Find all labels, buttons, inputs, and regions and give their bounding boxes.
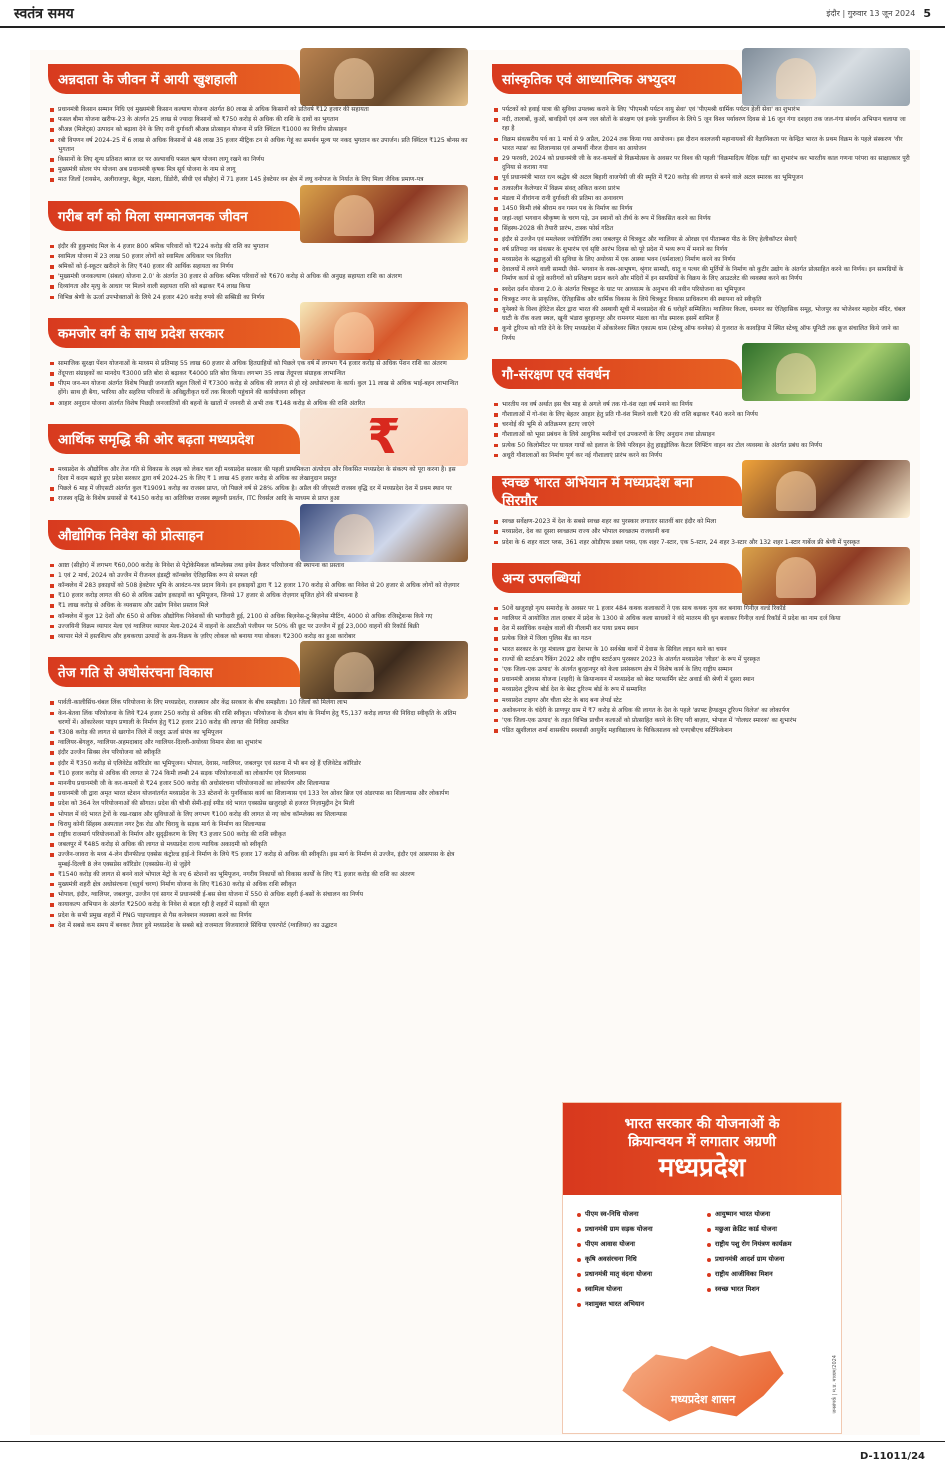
list-item: प्रत्येक जिले में जिला पुलिस बैंड का गठन xyxy=(494,634,910,643)
section-photo xyxy=(300,48,468,106)
section-header xyxy=(48,649,468,693)
list-item: भारत सरकार के गृह मंत्रालय द्वारा देशभर के 10 सर्वश्रेष्ठ थानों में देवास के सिविल लाइन थाने का चयन xyxy=(494,645,910,654)
list-item: उज्जैन-जावरा के मध्य 4-लेन ग्रीनफील्ड एक्सेस कंट्रोल्ड हाई-वे निर्माण के लिये ₹5 हजार 17 करोड़ से अधिक की स्वीकृति। इस मार्ग के निर्माण से उज्जैन, इंदौर एवं आसपास के क्षेत्र मुम्बई-दिल्ली 8 लेन एक्सप्रेस कॉरिडोर (एक्सप्रेस-वे) से जुड़ेंगे xyxy=(50,850,468,868)
section-photo xyxy=(300,641,468,699)
list-item: प्रत्येक 50 किलोमीटर पर घायल गायों को इलाज के लिये परिवहन हेतु हाइड्रोलिक कैटल लिफ्टिंग वाहन का टोल व्यवस्था के अंतर्गत प्रबंध का निर्णय xyxy=(494,441,910,450)
list-item: 50वें खजुराहो नृत्य समारोह के अवसर पर 1 हजार 484 कथक कलाकारों ने एक साथ कथक नृत्य कर बनाया गिनीज़ वर्ल्ड रिकॉर्ड xyxy=(494,604,910,613)
bullet-list xyxy=(48,359,468,408)
scheme-item: नशामुक्त भारत अभियान xyxy=(577,1297,701,1312)
list-item: श्रीअन्न (मिलेट्स) उत्पादन को बढ़ावा देने के लिए रानी दुर्गावती श्रीअन्न प्रोत्साहन योजना में प्रति क्विंटल ₹1000 का वित्तीय प्रोत्साहन xyxy=(50,125,468,134)
list-item: मध्यप्रदेश के औद्योगिक और तेज गति से विकास के लक्ष्य को लेकर चल रही मध्यप्रदेश सरकार की पहली प्राथमिकता अंत्योदय और विकसित मध्यप्रदेश के संकल्प को पूरा करना है। इस दिशा में कदम बढ़ाते हुए प्रदेश सरकार द्वारा वर्ष 2024-25 के लिए ₹ 1 लाख 45 हजार करोड़ से अधिक का लेखानुदान प्रस्तुत xyxy=(50,465,468,483)
list-item: श्रमिकों को ई-स्कूटर खरीदने के लिए ₹40 हजार की आर्थिक सहायता का निर्णय xyxy=(50,262,468,271)
list-item: पूर्व प्रधानमंत्री भारत रत्न श्रद्धेय श्री अटल बिहारी वाजपेयी जी की स्मृति में ₹20 करोड़ की लागत से बनने वाले अटल स्मारक का भूमिपूजन xyxy=(494,173,910,182)
list-item: विभिन्न श्रेणी के ऊर्जा उपभोक्ताओं के लिये 24 हजार 420 करोड़ रुपये की सब्सिडी का निर्णय xyxy=(50,293,468,302)
list-item: इंदौर उज्जैन सिक्स लेन परियोजना को स्वीकृति xyxy=(50,748,468,757)
list-item: भोपाल, इंदौर, ग्वालियर, जबलपुर, उज्जैन एवं सागर में प्रधानमंत्री ई-बस सेवा योजना में 550 से अधिक शहरी ई-बसों के संचालन का निर्णय xyxy=(50,890,468,899)
list-item: गौशालाओं में गो-वंश के लिए बेहतर आहार हेतु प्रति गौ-वंश मिलने वाली ₹20 की राशि बढ़ाकर ₹40 करने का निर्णय xyxy=(494,410,910,419)
section xyxy=(492,468,910,547)
promo-state-name: मध्यप्रदेश xyxy=(658,1153,746,1183)
list-item: चरनोई की भूमि से अतिक्रमण हटाए जाएंगे xyxy=(494,420,910,429)
rupee-icon: ₹ xyxy=(300,408,468,466)
list-item: मुख्यमंत्री शहरी क्षेत्र अधोसंरचना (चतुर्थ चरण) निर्माण योजना के लिए ₹1630 करोड़ से अधिक राशि स्वीकृत xyxy=(50,880,468,889)
section-title: तेज गति से अधोसंरचना विकास xyxy=(48,657,300,687)
scheme-item: पीएम स्व-निधि योजना xyxy=(577,1207,701,1222)
list-item: ₹10 हजार करोड़ से अधिक की लागत से 724 किमी लम्बी 24 सड़क परियोजनाओं का लोकार्पण एवं शिलान्यास xyxy=(50,769,468,778)
section-title: स्वच्छ भारत अभियान में मध्यप्रदेश बना सिरमौर xyxy=(492,476,742,506)
list-item: जबलपुर में ₹485 करोड़ से अधिक की लागत से मध्यप्रदेश राज्य न्यायिक अकादमी को स्वीकृति xyxy=(50,840,468,849)
section-header xyxy=(492,56,910,100)
list-item: राज्यों की स्टार्टअप रैंकिंग 2022 और राष्ट्रीय स्टार्टअप पुरस्कार 2023 के अंतर्गत मध्यप्रदेश 'लीडर' के रूप में पुरस्कृत xyxy=(494,655,910,664)
list-item: प्रधानमंत्री जी द्वारा अमृत भारत स्टेशन योजनांतर्गत मध्यप्रदेश के 33 स्टेशनों के पुनर्विकास कार्य का शिलान्यास एवं 133 रेल ओवर ब्रिज एवं अंडरपास का शिलान्यास और लोकार्पण xyxy=(50,789,468,798)
list-item: इंदौर की हुकुमचंद मिल के 4 हजार 800 श्रमिक परिवारों को ₹224 करोड़ की राशि का भुगतान xyxy=(50,242,468,251)
release-code: जनसंपर्क | म.प्र. माध्यम/2024 xyxy=(832,1354,838,1413)
list-item: ग्वालियर में आयोजित ताल दरबार में प्रदेश के 1300 से अधिक कला साधकों ने वंदे मातरम की धुन बजाकर गिनीज़ वर्ल्ड रिकॉर्ड में प्रदेश का नाम दर्ज किया xyxy=(494,614,910,623)
list-item: पार्वती-कालीसिंध-चंबल लिंक परियोजना के लिए मध्यप्रदेश, राजस्थान और केंद्र सरकार के बीच समझौता। 10 जिलों को मिलेगा लाभ xyxy=(50,698,468,707)
promo-line-2: क्रियान्वयन में लगातार अग्रणी xyxy=(628,1134,776,1150)
section xyxy=(492,555,910,736)
list-item: 29 फरवरी, 2024 को प्रधानमंत्री जी के कर-कमलों से विक्रमोत्सव के अवसर पर विश्व की पहली 'विक्रमादित्य वैदिक घड़ी' का शुभारंभ कर भारतीय काल गणना परंपरा का साक्षात्कार पूरी दुनिया से कराया गया xyxy=(494,154,910,172)
ad-code: D-11011/24 xyxy=(860,1451,925,1462)
list-item: राजस्व वृद्धि के विशेष प्रयासों से ₹4150 करोड़ का अतिरिक्त राजस्व स्थूलनी प्रवर्तन, ITC रिवर्सल आदि के माध्यम से प्राप्त हुआ xyxy=(50,494,468,503)
list-item: रबी विपणन वर्ष 2024-25 में 6 लाख से अधिक किसानों से 48 लाख 35 हजार मीट्रिक टन से अधिक गेहूं का समर्थन मूल्य पर नकद भुगतान कर उपार्जन। प्रति क्विंटल ₹125 बोनस का भुगतान xyxy=(50,136,468,154)
bullet-list xyxy=(492,105,910,343)
scheme-item: स्वच्छ भारत मिशन xyxy=(707,1282,831,1297)
section xyxy=(492,56,910,343)
schemes-promo-box xyxy=(562,1102,842,1434)
section-photo xyxy=(742,460,910,518)
list-item: आहार अनुदान योजना अंतर्गत विशेष पिछड़ी जनजातियों की बहनों के खातों में जनवरी से अभी तक ₹148 करोड़ से अधिक की राशि अंतरित xyxy=(50,399,468,408)
list-item: मुख्यमंत्री सोलर पंप योजना अब प्रधानमंत्री कृषक मित्र सूर्य योजना के नाम से लागू xyxy=(50,165,468,174)
list-item: किसानों के लिए शून्य प्रतिशत ब्याज दर पर अल्पावधि फसल ऋण योजना लागू रखने का निर्णय xyxy=(50,155,468,164)
list-item: ₹10 हजार करोड़ लागत की 60 से अधिक उद्योग इकाइयों का भूमिपूजन, जिनसे 17 हजार से अधिक रोज़गार सृजित होने की संभावना है xyxy=(50,591,468,600)
scheme-item: प्रधानमंत्री ग्राम सड़क योजना xyxy=(577,1222,701,1237)
bullet-list xyxy=(48,105,468,185)
section-title: गरीब वर्ग को मिला सम्मानजनक जीवन xyxy=(48,201,300,231)
list-item: ₹1 लाख करोड़ से अधिक के व्यवसाय और उद्योग निवेश प्रस्ताव मिले xyxy=(50,601,468,610)
list-item: पिछले 6 माह में जीएसटी अंतर्गत कुल ₹19091 करोड़ का राजस्व प्राप्त, जो पिछले वर्ष से 28% अधिक है। अप्रैल की जीएसटी राजस्व वृद्धि दर में मध्यप्रदेश देश में प्रथम स्थान पर xyxy=(50,484,468,493)
scheme-item: कृषि अवसंरचना निधि xyxy=(577,1252,701,1267)
section-photo xyxy=(300,504,468,562)
list-item: 1 एवं 2 मार्च, 2024 को उज्जैन में रीजनल इंडस्ट्री कॉन्क्लेव ऐतिहासिक रूप से सफल रही xyxy=(50,571,468,580)
section-header xyxy=(48,193,468,237)
bullet-list xyxy=(48,698,468,930)
list-item: 1450 किमी लंबे श्रीराम वन गमन पथ के निर्माण का निर्णय xyxy=(494,204,910,213)
list-item: 'एक जिला-एक उत्पाद' के अंतर्गत बुरहानपुर को केला प्रसंस्करण क्षेत्र में विशेष कार्य के लिए राष्ट्रीय सम्मान xyxy=(494,665,910,674)
list-item: चित्रकूट नगर के प्राकृतिक, ऐतिहासिक और धार्मिक विकास के लिये चित्रकूट विकास प्राधिकरण की स्थापना को स्वीकृति xyxy=(494,295,910,304)
list-item: पर्यटकों को हवाई यात्रा की सुविधा उपलब्ध कराने के लिए 'पीएमश्री पर्यटन वायु सेवा' एवं 'पीएमश्री धार्मिक पर्यटन हेली सेवा' का शुभारंभ xyxy=(494,105,910,114)
list-item: गौशालाओं को भूसा प्रबंधन के लिये आधुनिक मशीनों एवं उपकरणों के लिए अनुदान तथा प्रोत्साहन xyxy=(494,430,910,439)
section-photo xyxy=(300,185,468,243)
list-item: उज्जयिनी विक्रम व्यापार मेला एवं ग्वालियर व्यापार मेला-2024 में वाहनों के आरटीओ पंजीयन पर 50% की छूट पर उज्जैन में हुई 23,000 वाहनों की रिकॉर्ड बिक्री xyxy=(50,622,468,631)
list-item: स्वामित्व योजना में 23 लाख 50 हजार लोगों को स्वामित्व अधिकार पत्र वितरित xyxy=(50,252,468,261)
list-item: कूनो टूरिज्म को गति देने के लिए मध्यप्रदेश में ओंकारेश्वर स्थित एकात्म धाम (स्टेच्यू ऑफ वननेस) से गुजरात के कावड़िया में स्थित स्टेच्यू ऑफ यूनिटी तक क्रूज संचालित किये जाने का निर्णय xyxy=(494,324,910,342)
section xyxy=(48,408,468,504)
section-header xyxy=(48,408,468,465)
list-item: मात जिलों (रायसेन, अलीराजपुर, बैतूल, मंडला, डिंडोरी, सीधी एवं सीहोर) में 71 हजार 145 हेक्टेयर वन क्षेत्र में लघु वनोपज के निर्यात के लिए मिला जैविक प्रमाण-पत्र xyxy=(50,175,468,184)
list-item: प्रदेश को 364 रेल परियोजनाओं की सौगात। प्रदेश की चौथी सेमी-हाई स्पीड वंदे भारत एक्सप्रेस खजुराहो से हजरत निज़ामुद्दीन ट्रेन मिली xyxy=(50,799,468,808)
bullet-list xyxy=(48,242,468,302)
government-label: मध्यप्रदेश शासन xyxy=(670,1393,736,1406)
left-column xyxy=(48,56,468,938)
section xyxy=(48,193,468,302)
scheme-item: राष्ट्रीय आजीविका मिशन xyxy=(707,1267,831,1282)
list-item: अधूरी गौशालाओं का निर्माण पूर्ण कर नई गौशालाएं प्रारंभ करने का निर्णय xyxy=(494,451,910,460)
promo-line-1: भारत सरकार की योजनाओं के xyxy=(624,1116,780,1132)
list-item: पीएम जन-मन योजना अंतर्गत विशेष पिछड़ी जनजाति बहुल जिलों में ₹7300 करोड़ से अधिक की लागत से हो रहे अधोसंरचना के कार्य। कुल 11 लाख से अधिक भाई-बहन लाभान्वित होंगे। साथ ही बैगा, भारिया और सहरिया परिवारों के अविद्युतीकृत घरों तक बिजली पहुंचाने की कार्ययोजना स्वीकृत xyxy=(50,379,468,397)
list-item: मध्यप्रदेश टाइगर और चीता स्टेट के बाद बना लेपर्ड स्टेट xyxy=(494,696,910,705)
section-title: कमजोर वर्ग के साथ प्रदेश सरकार xyxy=(48,318,300,348)
list-item: स्वदेश दर्शन योजना 2.0 के अंतर्गत चित्रकूट के घाट पर आध्यात्म के अनुभव की नवीन परियोजना का भूमिपूजन xyxy=(494,285,910,294)
scheme-item: राष्ट्रीय पशु रोग नियंत्रण कार्यक्रम xyxy=(707,1237,831,1252)
section xyxy=(48,649,468,930)
section-photo xyxy=(742,547,910,605)
footer-rule xyxy=(0,1441,945,1442)
section-header xyxy=(48,310,468,354)
list-item: तेंदूपत्ता संग्राहकों का मानदेय ₹3000 प्रति बोरा से बढ़ाकर ₹4000 प्रति बोरा किया। लगभग 35 लाख तेंदूपत्ता संग्राहक लाभान्वित xyxy=(50,369,468,378)
mp-map-icon xyxy=(619,1339,787,1425)
schemes-list xyxy=(563,1195,841,1312)
list-item: फसल बीमा योजना खरीफ-23 के अंतर्गत 25 लाख से ज्यादा किसानों को ₹750 करोड़ से अधिक की राशि के दावों का भुगतान xyxy=(50,115,468,124)
list-item: कायाकल्प अभियान के अंतर्गत ₹2500 करोड़ के निवेश से बदल रही है शहरों में सड़कों की सूरत xyxy=(50,900,468,909)
list-item: प्रदेश के सभी प्रमुख शहरों में PNG पाइपलाइन से गैस कनेक्शन व्यवस्था करने का निर्णय xyxy=(50,911,468,920)
section-title: गौ-संरक्षण एवं संवर्धन xyxy=(492,359,742,389)
section-header xyxy=(48,56,468,100)
list-item: देवालयों में लगने वाली सामग्री जैसे- भगवान के वस्त्र-आभूषण, श्रृंगार सामग्री, धातु व पत्थर की मूर्तियों के निर्माण को कुटीर उद्योग के अंतर्गत प्रोत्साहित करने का निर्णय। इन सामग्रियों के निर्माण कार्य से जुड़े कारीगरों को प्रशिक्षण प्रदान करने और मंदिरों में इन सामग्रियों के विक्रय के लिए आउटलेट की व्यवस्था करने का निर्णय xyxy=(494,265,910,283)
list-item: राष्ट्रीय राजमार्ग परियोजनाओं के निर्माण और सुदृढ़ीकरण के लिए ₹3 हजार 500 करोड़ की राशि स्वीकृत xyxy=(50,830,468,839)
list-item: नदी, तालाबों, कुओं, बावड़ियों एवं अन्य जल स्रोतों के संरक्षण एवं इनके पुनर्जीवन के लिये 5 जून विश्व पर्यावरण दिवस से 16 जून गंगा दशहरा तक जल-गंगा संवर्धन अभियान चलाया जा रहा है xyxy=(494,115,910,133)
scheme-item: स्वामित्व योजना xyxy=(577,1282,701,1297)
list-item: ग्वालियर-बेंगलुरु, ग्वालियर-अहमदाबाद और ग्वालियर-दिल्ली-अयोध्या विमान सेवा का शुभारंभ xyxy=(50,738,468,747)
list-item: यूनेस्को के विश्व हेरिटेज सेंटर द्वारा भारत की अस्थायी सूची में मध्यप्रदेश की 6 धरोहरें सम्मिलित। ग्वालियर किला, धमनार का ऐतिहासिक समूह, भोजपुर का भोजेश्वर महादेव मंदिर, चंबल घाटी के रॉक कला स्थल, खूनी भंडारा बुरहानपुर और रामनगर मंडला का गोंड स्मारक इसमें शामिल हैं xyxy=(494,305,910,323)
list-item: भोपाल में वंदे भारत ट्रेनों के रख-रखाव और सुविधाओं के लिए लगभग ₹100 करोड़ की लागत से नए कोच कॉम्प्लेक्स का शिलान्यास xyxy=(50,810,468,819)
list-item: मध्यप्रदेश टूरिज्म बोर्ड देश के बेस्ट टूरिज्म बोर्ड के रूप में सम्मानित xyxy=(494,685,910,694)
list-item: देश में सबसे कम समय में बनकर तैयार हुये मध्यप्रदेश के सबसे बड़े राजमाता विजयाराजे सिंधिया एयरपोर्ट (ग्वालियर) का उद्घाटन xyxy=(50,921,468,930)
list-item: व्यापार मेले में हस्तशिल्प और हथकरघा उत्पादों के क्रय-विक्रय के ज़रिए लोकल को बनाया गया वोकल। ₹2300 करोड़ का हुआ कारोबार xyxy=(50,632,468,641)
list-item: इंदौर से उज्जैन एवं ममलेश्वर ज्योतिर्लिंग तथा जबलपुर से चित्रकूट और ग्वालियर से ओरछा एवं पीताम्बरा पीठ के लिए हेलीकॉप्टर सेवाएँ xyxy=(494,235,910,244)
list-item: जहां-जहां भगवान श्रीकृष्ण के चरण पड़े, उन स्थानों को तीर्थ के रूप में विकसित करने का निर्णय xyxy=(494,214,910,223)
list-item: चिरायु कोनी सिंहस्थ अस्पताल नगर ट्रैक रोड और चिरायु के सड़क मार्ग के निर्माण का शिलान्यास xyxy=(50,820,468,829)
list-item: 'एक जिला-एक उत्पाद' के तहत विभिन्न प्राचीन कलाओं को प्रोत्साहित करने के लिए परी बाज़ार, भोपाल में 'गोलघर स्मारक' का शुभारंभ xyxy=(494,716,910,725)
right-column xyxy=(492,56,910,743)
list-item: स्वच्छ सर्वेक्षण-2023 में देश के सबसे स्वच्छ शहर का पुरस्कार लगातार सातवीं बार इंदौर को मिला xyxy=(494,517,910,526)
section-photo xyxy=(300,302,468,360)
list-item: सामाजिक सुरक्षा पेंशन योजनाओं के माध्यम से प्रतिमाह 55 लाख 60 हजार से अधिक हितग्राहियों को पिछले एक वर्ष में लगभग ₹4 हजार करोड़ से अधिक पेंशन राशि का अंतरण xyxy=(50,359,468,368)
section xyxy=(48,512,468,642)
bullet-list xyxy=(492,604,910,736)
section xyxy=(48,56,468,185)
list-item: कॉन्क्लेव में 283 इकाइयों को 508 हेक्टेयर भूमि के आवंटन-पत्र प्रदान किये। इन इकाइयों द्वारा ₹ 12 हजार 170 करोड़ से अधिक का निवेश से 20 हजार से अधिक लोगों को रोज़गार xyxy=(50,581,468,590)
list-item: देश में सर्वाधिक वनक्षेत्र वालों की नीलामी कर पाया प्रथम स्थान xyxy=(494,624,910,633)
list-item: प्रधानमंत्री आवास योजना (शहरी) के क्रियान्वयन में मध्यप्रदेश को बेस्ट परफार्मिंग स्टेट अवार्ड की श्रेणी में दूसरा स्थान xyxy=(494,675,910,684)
list-item: सिंहस्थ-2028 की तैयारी प्रारंभ, टास्क फोर्स गठित xyxy=(494,224,910,233)
section-title: सांस्कृतिक एवं आध्यात्मिक अभ्युदय xyxy=(492,64,742,94)
page-number: 5 xyxy=(923,6,931,20)
section-title: औद्योगिक निवेश को प्रोत्साहन xyxy=(48,520,300,550)
list-item: विक्रम संवत्सरीय पर्व का 1 मार्च से 9 अप्रैल, 2024 तक किया गया आयोजन। इस दौरान कालजयी महानायकों की वैज्ञानिकता पर केन्द्रित भारत के प्रथम विक्रम के पहले संस्करण 'वीर भारत न्यास' का शिलान्यास एवं अभ्यर्थी नीरज दीवान का आयोजन xyxy=(494,135,910,153)
bullet-list xyxy=(492,517,910,547)
scheme-item: प्रधानमंत्री आदर्श ग्राम योजना xyxy=(707,1252,831,1267)
advertisement-page xyxy=(30,50,920,1435)
list-item: पंडित खुशीलाल शर्मा शासकीय स्वशासी आयुर्वेद महाविद्यालय के चिकित्सालय को एनएबीएच सर्टिफिकेशन xyxy=(494,726,910,735)
list-item: इंदौर में ₹350 करोड़ से एलिवेटेड कॉरिडोर का भूमिपूजन। भोपाल, देवास, ग्वालियर, जबलपुर एवं सतना में भी बन रहे हैं एलिवेटेड कॉरिडोर xyxy=(50,759,468,768)
section-photo xyxy=(742,343,910,401)
list-item: प्रधानमंत्री किसान सम्मान निधि एवं मुख्यमंत्री किसान कल्याण योजना अंतर्गत 80 लाख से अधिक किसानों को प्रतिवर्ष ₹12 हजार की सहायता xyxy=(50,105,468,114)
list-item: आष्टा (सीहोर) में लगभग ₹60,000 करोड़ के निवेश से पेट्रोकेमिकल कॉम्प्लेक्स तथा इथेन क्रैकर परियोजना की स्थापना का प्रस्ताव xyxy=(50,561,468,570)
issue-date: इंदौर | गुरुवार 13 जून 2024 xyxy=(826,8,916,18)
list-item: ₹1540 करोड़ की लागत से बनने वाले भोपाल मेट्रो के नए 6 स्टेशनों का भूमिपूजन, नगरीय निकायों को विकास कार्यों के लिए ₹1 हजार करोड़ की राशि का अंतरण xyxy=(50,870,468,879)
list-item: मध्यप्रदेश के श्रद्धालुओं की सुविधा के लिए अयोध्या में एक आस्था भवन (धर्मशाला) निर्माण करने का निर्णय xyxy=(494,255,910,264)
schemes-column-2 xyxy=(707,1207,831,1312)
section-photo xyxy=(742,48,910,106)
scheme-item: मछुआ क्रेडिट कार्ड योजना xyxy=(707,1222,831,1237)
section-title: अन्य उपलब्धियां xyxy=(492,563,742,593)
list-item: 'मुख्यमंत्री जनकल्याण (संबल) योजना 2.0' के अंतर्गत 30 हजार से अधिक श्रमिक परिवारों को ₹670 करोड़ से अधिक की अनुग्रह सहायता राशि का अंतरण xyxy=(50,272,468,281)
scheme-item: प्रधानमंत्री मातृ वंदना योजना xyxy=(577,1267,701,1282)
list-item: तत्कालीन कैलेण्डर में विक्रम संवत् अंकित करना प्रारंभ xyxy=(494,184,910,193)
list-item: दिव्यांगता और मृत्यु के आधार पर मिलने वाली सहायता राशि को बढ़ाकर ₹4 लाख किया xyxy=(50,282,468,291)
list-item: कॉन्क्लेव में कुल 12 देशों और 650 से अधिक औद्योगिक निवेशकों की भागीदारी हुई, 2100 से अधिक बिज़नेस-टू-बिज़नेस मीटिंग, 4000 से अधिक रजिस्ट्रेशन्स किये गए xyxy=(50,612,468,621)
list-item: माननीय प्रधानमंत्री जी के कर-कमलों से ₹24 हजार 500 करोड़ की अधोसंरचना परियोजनाओं का लोकार्पण और शिलान्यास xyxy=(50,779,468,788)
list-item: ₹308 करोड़ की लागत से खरगोन जिले में जलूद ऊर्जा संयंत्र का भूमिपूजन xyxy=(50,728,468,737)
scheme-item: पीएम आवास योजना xyxy=(577,1237,701,1252)
schemes-column-1 xyxy=(577,1207,701,1312)
masthead xyxy=(0,0,945,28)
list-item: केन-बेतवा लिंक परियोजना के लिये ₹24 हजार 250 करोड़ से अधिक की राशि स्वीकृत। परियोजना के दौधन बांध के निर्माण हेतु ₹5,137 करोड़ लागत की निविदा स्वीकृति के अंतिम चरणों में। ओंकारेश्वर पाइप प्रणाली के निर्माण हेतु ₹12 हजार 210 करोड़ की लागत की निविदा आमंत्रित xyxy=(50,709,468,727)
list-item: भारतीय नव वर्ष अर्थात इस चैत्र माह से अगले वर्ष तक गो-वंश रक्षा वर्ष मनाने का निर्णय xyxy=(494,400,910,409)
list-item: मंडला में वीरांगना रानी दुर्गावती की प्रतिमा का अनावरण xyxy=(494,194,910,203)
list-item: मध्यप्रदेश, देश का दूसरा स्वच्छतम राज्य और भोपाल स्वच्छतम राजधानी बना xyxy=(494,527,910,536)
list-item: प्रदेश के 6 शहर वाटर प्लस, 361 शहर ओडीएफ डबल प्लस, एक शहर 7-स्टार, एक 5-स्टार, 24 शहर 3-स्टार और 132 शहर 1-स्टार गार्बेज फ्री श्रेणी में पुरस्कृत xyxy=(494,538,910,547)
bullet-list xyxy=(492,400,910,460)
bullet-list xyxy=(48,465,468,504)
list-item: अशोकनगर के चंदेरी के प्राणपुर ग्राम में ₹7 करोड़ से अधिक की लागत के देश के पहले 'क्राफ्ट हैण्डलूम टूरिज्म विलेज' का लोकार्पण xyxy=(494,706,910,715)
section-title: अन्नदाता के जीवन में आयी खुशहाली xyxy=(48,64,300,94)
section xyxy=(492,351,910,460)
bullet-list xyxy=(48,561,468,642)
section xyxy=(48,310,468,408)
section-header xyxy=(492,351,910,395)
section-header xyxy=(492,468,910,512)
promo-header xyxy=(563,1103,841,1195)
section-title: आर्थिक समृद्धि की ओर बढ़ता मध्यप्रदेश xyxy=(48,424,300,454)
list-item: वर्ष प्रतिपदा नव संवत्सर के शुभारंभ एवं सृष्टि आरंभ दिवस को पूरे प्रदेश में भव्य रूप में मनाने का निर्णय xyxy=(494,245,910,254)
section-header xyxy=(492,555,910,599)
scheme-item: आयुष्मान भारत योजना xyxy=(707,1207,831,1222)
newspaper-name: स्वतंत्र समय xyxy=(14,5,74,22)
section-header xyxy=(48,512,468,556)
